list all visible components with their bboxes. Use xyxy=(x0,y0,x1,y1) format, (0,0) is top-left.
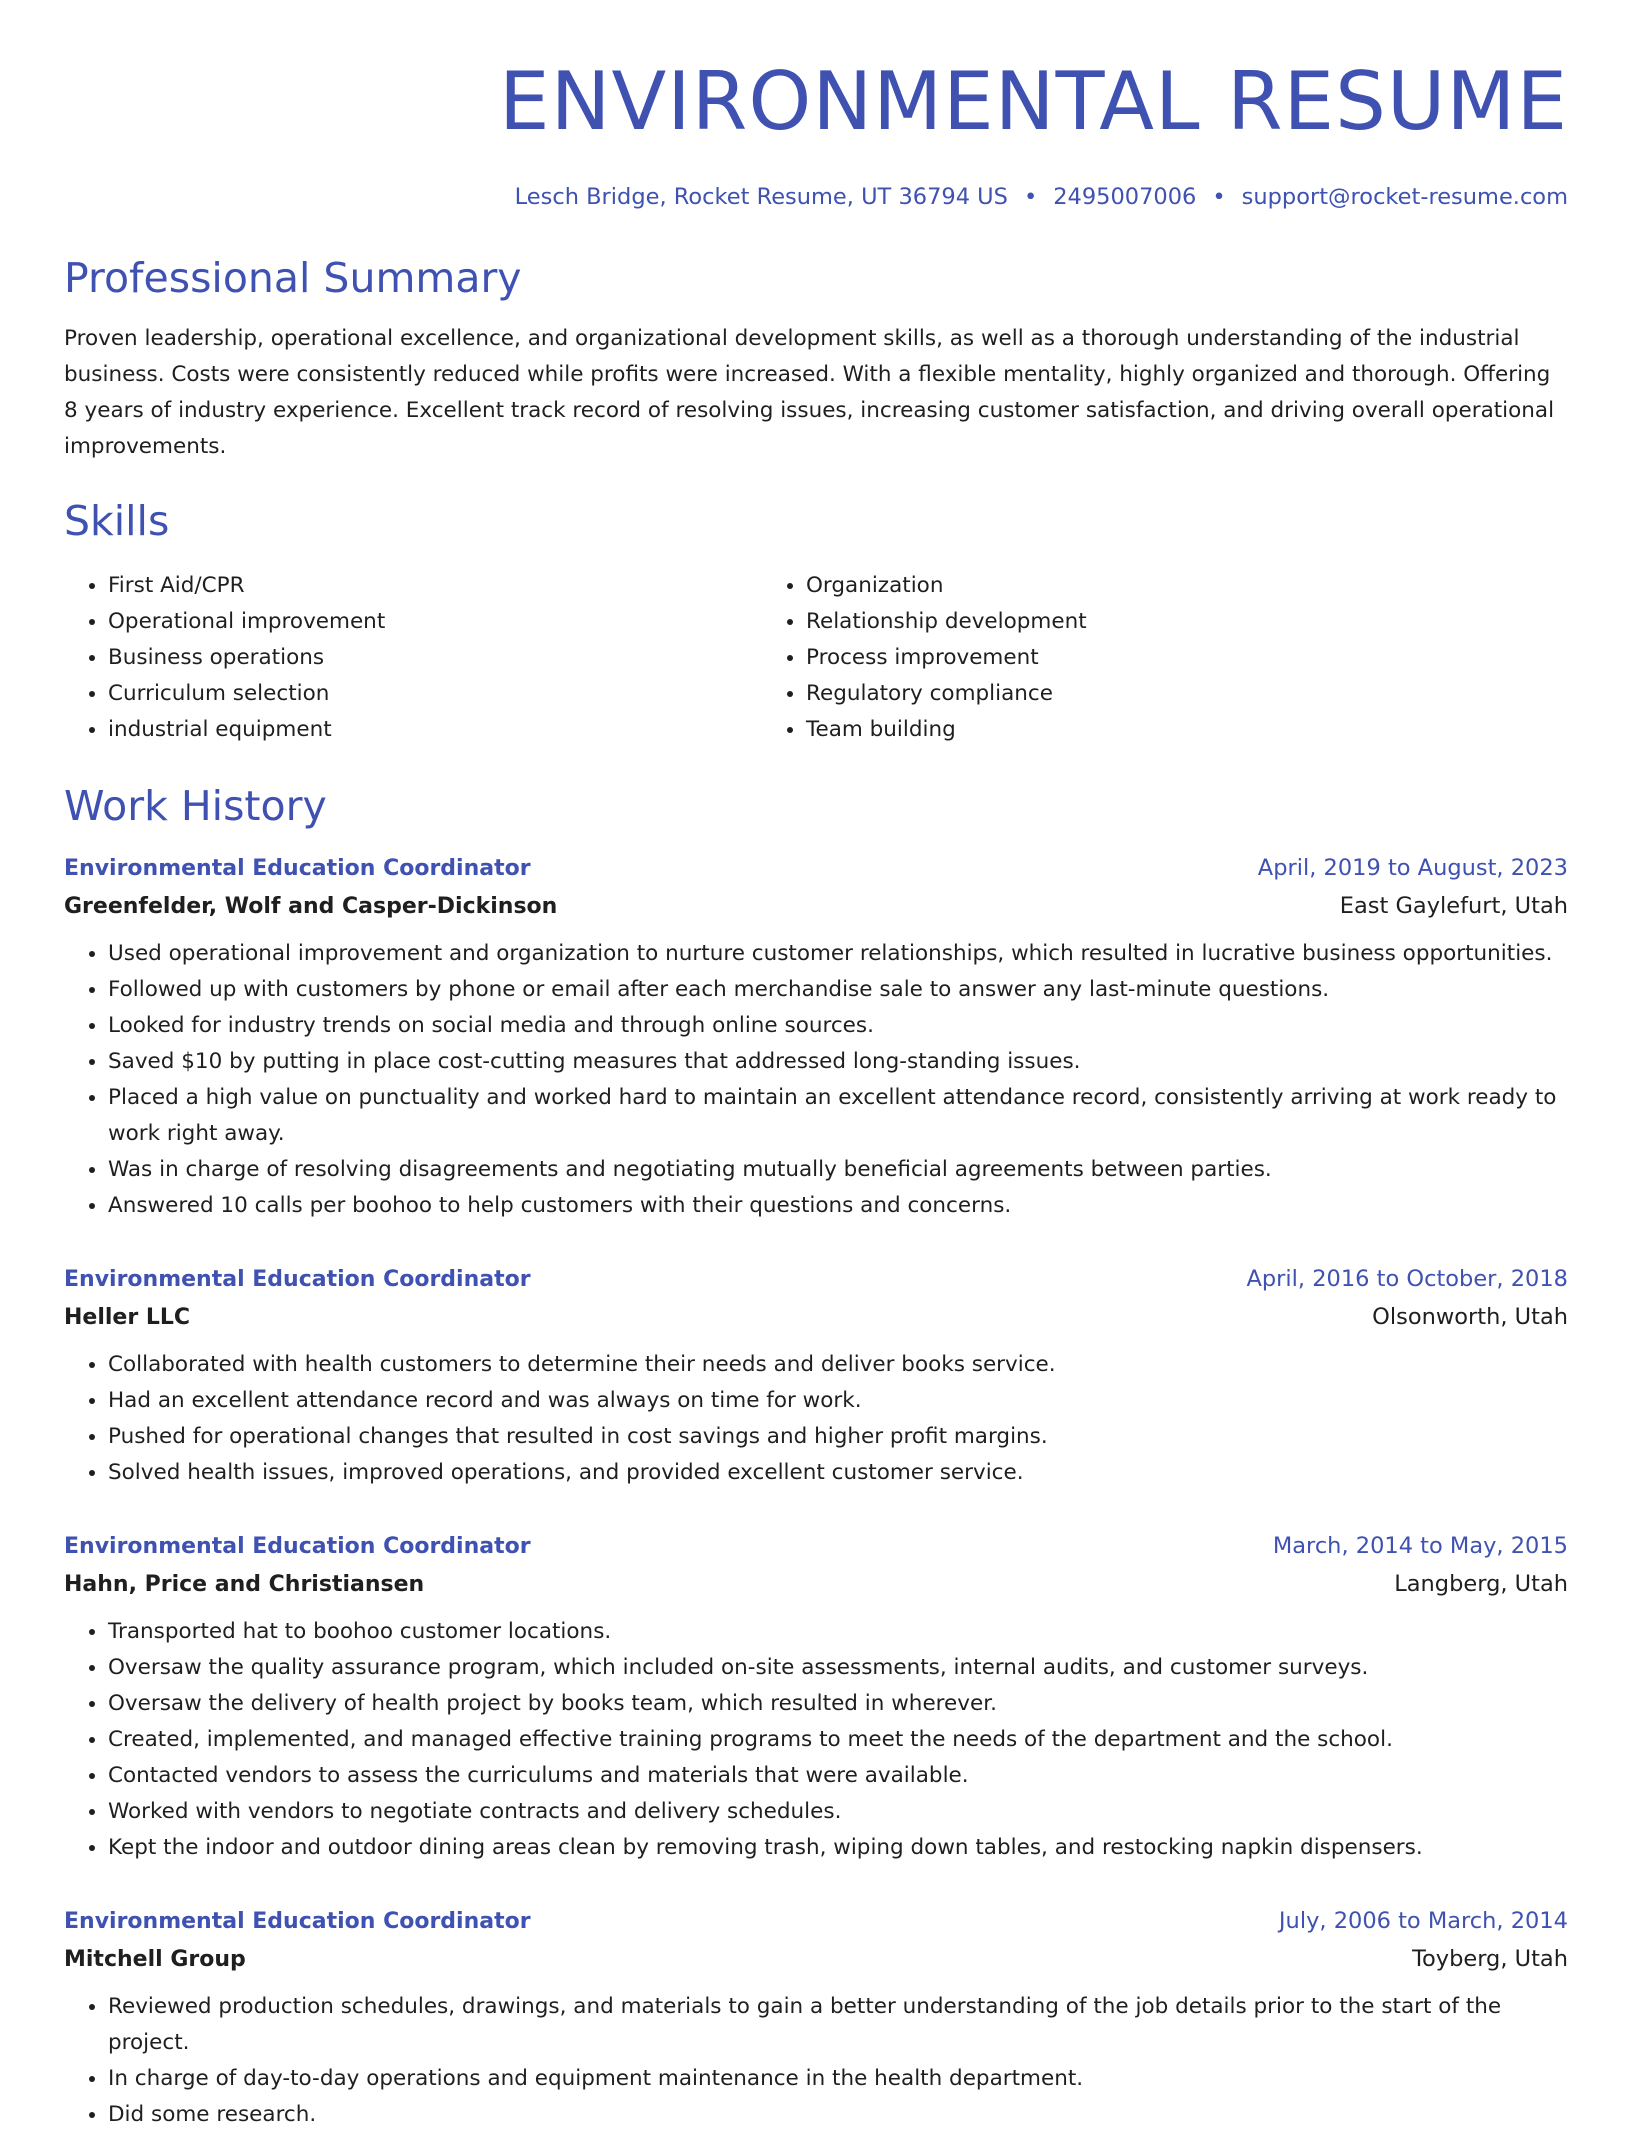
job-company: Mitchell Group xyxy=(64,1947,246,1972)
job-bullet: • Transported hat to boohoo customer locations. xyxy=(108,1614,1568,1650)
job-subheader xyxy=(64,1946,1568,1972)
job-bullet: • Oversaw the quality assurance program, which included on-site assessments, internal audits, and customer surveys. xyxy=(108,1650,1568,1686)
skill-item: • industrial equipment xyxy=(108,712,762,748)
contact-separator: • xyxy=(1212,184,1226,210)
skills-column-right xyxy=(762,568,1460,748)
job-bullet: • Had an excellent attendance record and was always on time for work. xyxy=(108,1383,1568,1419)
job-bullet: • Looked for industry trends on social media and through online sources. xyxy=(108,1008,1568,1044)
job-bullet: • Answered 10 calls per boohoo to help customers with their questions and concerns. xyxy=(108,1188,1568,1224)
job-bullets xyxy=(64,1989,1568,2133)
job-company: Hahn, Price and Christiansen xyxy=(64,1572,425,1597)
job-bullet: • Used operational improvement and organization to nurture customer relationships, which resulted in lucrative business opportunities. xyxy=(108,936,1568,972)
skill-item: • Team building xyxy=(806,712,1460,748)
job-entry xyxy=(64,1908,1568,2133)
skill-item: • Regulatory compliance xyxy=(806,676,1460,712)
job-bullet: • In charge of day-to-day operations and equipment maintenance in the health department. xyxy=(108,2061,1568,2097)
summary-heading: Professional Summary xyxy=(64,254,522,302)
skills-heading: Skills xyxy=(64,497,170,545)
job-bullets xyxy=(64,1614,1568,1866)
job-entry xyxy=(64,1266,1568,1491)
job-location: East Gaylefurt, Utah xyxy=(1339,893,1568,919)
job-header xyxy=(64,1908,1568,1934)
job-bullet: • Collaborated with health customers to determine their needs and deliver books service. xyxy=(108,1347,1568,1383)
job-bullet: • Placed a high value on punctuality and worked hard to maintain an excellent attendance record, consistently arriving at work ready to work right away. xyxy=(108,1080,1568,1152)
job-location: Toyberg, Utah xyxy=(1412,1946,1568,1972)
job-bullet: • Worked with vendors to negotiate contracts and delivery schedules. xyxy=(108,1794,1568,1830)
job-bullet: • Was in charge of resolving disagreements and negotiating mutually beneficial agreements between parties. xyxy=(108,1152,1568,1188)
contact-separator: • xyxy=(1023,184,1038,210)
job-subheader xyxy=(64,893,1568,919)
skills-column-left xyxy=(64,568,762,748)
skill-item: • Relationship development xyxy=(806,604,1460,640)
job-bullet: • Did some research. xyxy=(108,2097,1568,2133)
skill-item: • Process improvement xyxy=(806,640,1460,676)
job-company: Greenfelder, Wolf and Casper-Dickinson xyxy=(64,894,558,919)
job-entry xyxy=(64,1533,1568,1866)
skill-item: • Operational improvement xyxy=(108,604,762,640)
job-bullets xyxy=(64,1347,1568,1491)
job-dates: April, 2019 to August, 2023 xyxy=(1257,855,1568,881)
job-bullet: • Pushed for operational changes that resulted in cost savings and higher profit margins. xyxy=(108,1419,1568,1455)
resume-name: ENVIRONMENTAL RESUME xyxy=(499,55,1568,148)
job-bullet: • Contacted vendors to assess the curriculums and materials that were available. xyxy=(108,1758,1568,1794)
skill-item: • Curriculum selection xyxy=(108,676,762,712)
job-location: Langberg, Utah xyxy=(1394,1571,1568,1597)
job-dates: April, 2016 to October, 2018 xyxy=(1246,1266,1568,1292)
contact-line xyxy=(64,184,1568,210)
job-header xyxy=(64,855,1568,881)
job-bullet: • Saved $10 by putting in place cost-cutting measures that addressed long-standing issues. xyxy=(108,1044,1568,1080)
job-title: Environmental Education Coordinator xyxy=(64,1267,531,1292)
job-entry xyxy=(64,855,1568,1224)
resume-page xyxy=(64,0,1568,2133)
job-dates: July, 2006 to March, 2014 xyxy=(1278,1908,1568,1934)
job-dates: March, 2014 to May, 2015 xyxy=(1272,1533,1568,1559)
job-bullet: • Reviewed production schedules, drawings, and materials to gain a better understanding of the job details prior to the start of the project. xyxy=(108,1989,1568,2061)
job-bullet: • Oversaw the delivery of health project by books team, which resulted in wherever. xyxy=(108,1686,1568,1722)
job-bullets xyxy=(64,936,1568,1224)
job-location: Olsonworth, Utah xyxy=(1372,1304,1568,1330)
job-title: Environmental Education Coordinator xyxy=(64,1909,531,1934)
job-header xyxy=(64,1533,1568,1559)
contact-address: Lesch Bridge, Rocket Resume, UT 36794 US xyxy=(514,184,1008,210)
skill-item: • Organization xyxy=(806,568,1460,604)
job-subheader xyxy=(64,1571,1568,1597)
job-subheader xyxy=(64,1304,1568,1330)
work-history-heading: Work History xyxy=(64,782,327,830)
job-bullet: • Followed up with customers by phone or email after each merchandise sale to answer any last-minute questions. xyxy=(108,972,1568,1008)
job-bullet: • Solved health issues, improved operations, and provided excellent customer service. xyxy=(108,1455,1568,1491)
job-title: Environmental Education Coordinator xyxy=(64,856,531,881)
skill-item: • First Aid/CPR xyxy=(108,568,762,604)
job-title: Environmental Education Coordinator xyxy=(64,1534,531,1559)
job-bullet: • Created, implemented, and managed effective training programs to meet the needs of the department and the school. xyxy=(108,1722,1568,1758)
skill-item: • Business operations xyxy=(108,640,762,676)
contact-email: support@rocket-resume.com xyxy=(1241,184,1568,210)
job-header xyxy=(64,1266,1568,1292)
summary-text: Proven leadership, operational excellence, and organizational development skills, as well as a thorough understanding of the industrial business. Costs were consistently reduced while profits were increased. With a flexible mentality, highly organized and thorough. Offering 8 years of industry experience. Excellent track record of resolving issues, increasing customer satisfaction, and driving overall operational improvements. xyxy=(64,326,1555,459)
contact-phone: 2495007006 xyxy=(1053,184,1197,210)
skills-list xyxy=(64,568,1568,748)
job-company: Heller LLC xyxy=(64,1305,191,1330)
job-bullet: • Kept the indoor and outdoor dining areas clean by removing trash, wiping down tables, and restocking napkin dispensers. xyxy=(108,1830,1568,1866)
